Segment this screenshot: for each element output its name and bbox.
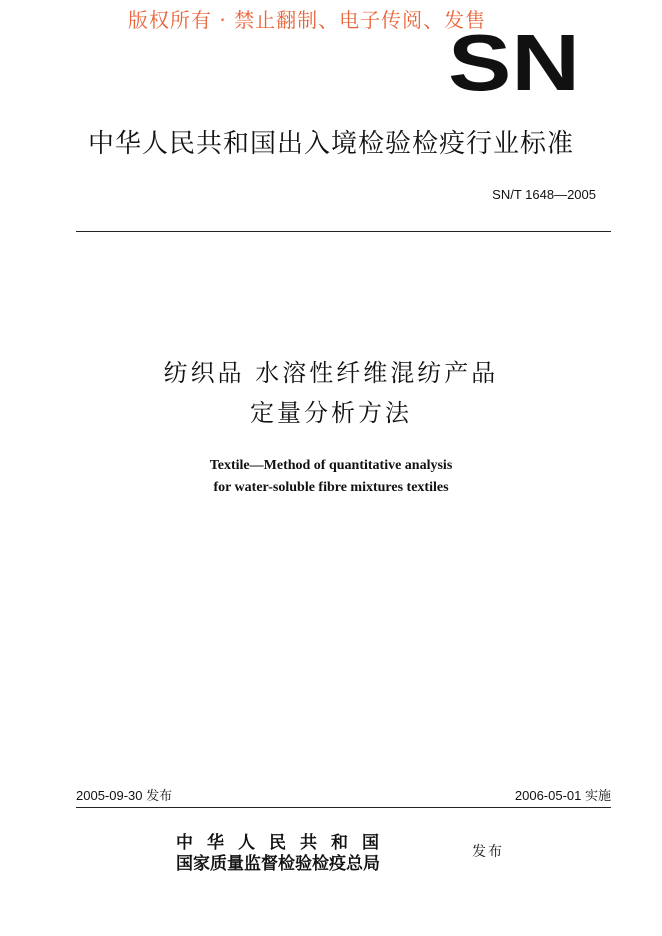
issue-date: 2005-09-30 发布 xyxy=(76,788,173,803)
title-chinese-line-2: 定量分析方法 xyxy=(250,399,412,427)
sn-logo-graphic xyxy=(448,30,580,96)
issuer-country: 中华人民共和国 xyxy=(176,833,393,853)
title-english-line-2: for water-soluble fibre mixtures textiles xyxy=(213,480,449,495)
sn-logo xyxy=(448,30,580,96)
standard-code: SN/T 1648—2005 xyxy=(492,187,596,202)
issuer-agency: 国家质量监督检验检疫总局 xyxy=(176,854,380,874)
issuer-action: 发布 xyxy=(472,844,504,860)
standard-category-heading: 中华人民共和国出入境检验检疫行业标准 xyxy=(87,129,574,159)
header-divider xyxy=(76,231,611,232)
title-chinese-line-1: 纺织品 水溶性纤维混纺产品 xyxy=(163,359,499,387)
title-english-line-1: Textile—Method of quantitative analysis xyxy=(209,458,453,473)
implementation-date: 2006-05-01 实施 xyxy=(514,788,611,803)
sn-logo-text: SN xyxy=(448,30,580,96)
copyright-notice: 版权所有 · 禁止翻制、电子传阅、发售 xyxy=(128,8,487,32)
footer-divider xyxy=(76,807,611,808)
